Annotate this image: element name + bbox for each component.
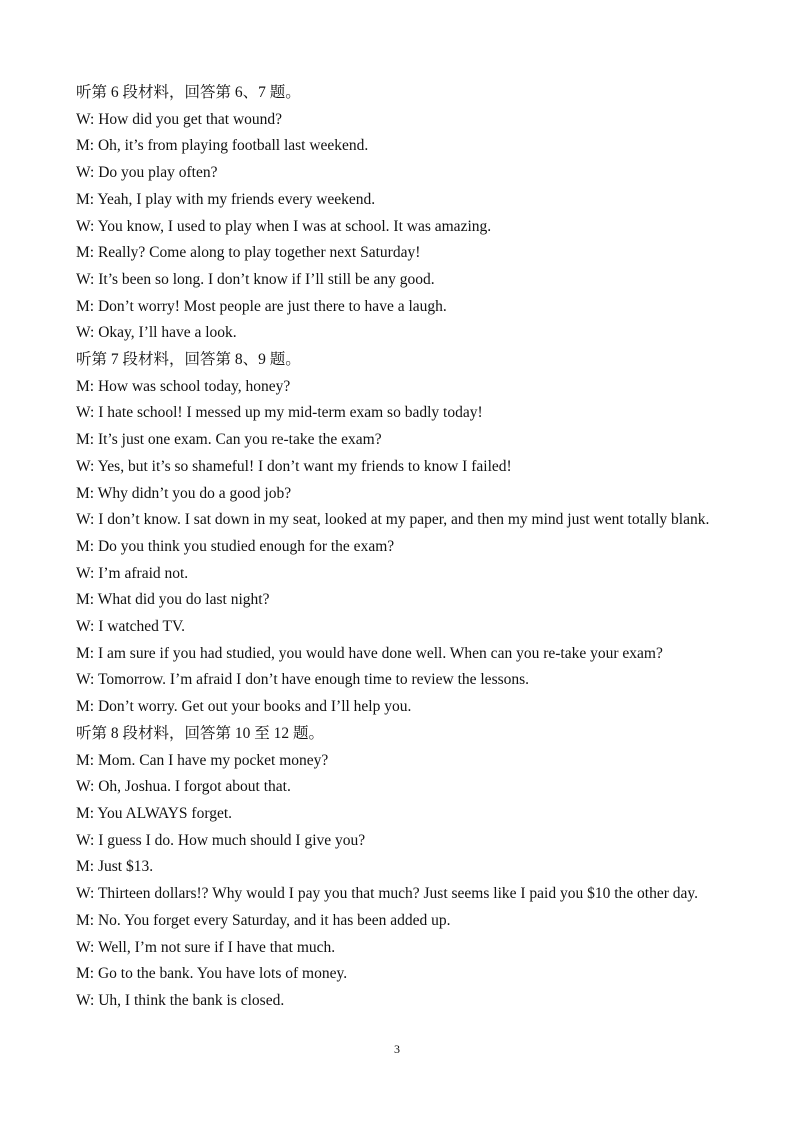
section-heading: 听第 8 段材料，回答第 10 至 12 题。 (76, 724, 325, 742)
dialogue-line: M: Just $13. (76, 858, 154, 876)
page-number: 3 (394, 1042, 400, 1056)
dialogue-line: M: It’s just one exam. Can you re-take the exam? (76, 431, 382, 449)
dialogue-line: W: Thirteen dollars!? Why would I pay you that much? Just seems like I paid you $10 the other day. (76, 885, 699, 903)
dialogue-line: M: Mom. Can I have my pocket money? (76, 751, 329, 769)
dialogue-line: W: Uh, I think the bank is closed. (76, 991, 285, 1009)
dialogue-line: W: Tomorrow. I’m afraid I don’t have enough time to review the lessons. (76, 671, 530, 689)
dialogue-line: M: Yeah, I play with my friends every weekend. (76, 190, 376, 208)
dialogue-line: M: How was school today, honey? (76, 377, 291, 395)
dialogue-line: M: I am sure if you had studied, you would have done well. When can you re-take your exam? (76, 644, 663, 662)
dialogue-line: W: I guess I do. How much should I give you? (76, 831, 366, 849)
dialogue-line: W: How did you get that wound? (76, 110, 283, 128)
transcript-body (76, 80, 719, 1015)
dialogue-line: M: Do you think you studied enough for the exam? (76, 537, 395, 555)
dialogue-line: W: Well, I’m not sure if I have that much. (76, 938, 336, 956)
dialogue-line: W: I don’t know. I sat down in my seat, looked at my paper, and then my mind just went totally blank. (76, 511, 710, 529)
dialogue-line: W: It’s been so long. I don’t know if I’ll still be any good. (76, 270, 435, 288)
dialogue-line: W: Yes, but it’s so shameful! I don’t want my friends to know I failed! (76, 457, 512, 475)
dialogue-line: M: Go to the bank. You have lots of money. (76, 965, 348, 983)
dialogue-line: W: You know, I used to play when I was at school. It was amazing. (76, 217, 492, 235)
dialogue-line: W: Do you play often? (76, 164, 218, 182)
dialogue-line: M: Really? Come along to play together next Saturday! (76, 244, 421, 262)
section-heading: 听第 7 段材料，回答第 8、9 题。 (76, 351, 301, 369)
dialogue-line: M: No. You forget every Saturday, and it has been added up. (76, 911, 451, 929)
dialogue-line: W: I watched TV. (76, 618, 186, 636)
dialogue-line: M: Don’t worry! Most people are just there to have a laugh. (76, 297, 447, 315)
dialogue-line: M: You ALWAYS forget. (76, 804, 233, 822)
dialogue-line: W: I hate school! I messed up my mid-term exam so badly today! (76, 404, 483, 422)
dialogue-line: W: Oh, Joshua. I forgot about that. (76, 778, 291, 796)
dialogue-line: W: Okay, I’ll have a look. (76, 324, 237, 342)
dialogue-line: M: Why didn’t you do a good job? (76, 484, 292, 502)
section-heading: 听第 6 段材料，回答第 6、7 题。 (76, 84, 301, 101)
dialogue-line: M: Oh, it’s from playing football last weekend. (76, 137, 369, 155)
dialogue-line: W: I’m afraid not. (76, 564, 189, 582)
dialogue-line: M: Don’t worry. Get out your books and I’ll help you. (76, 698, 412, 716)
dialogue-line: M: What did you do last night? (76, 591, 270, 609)
